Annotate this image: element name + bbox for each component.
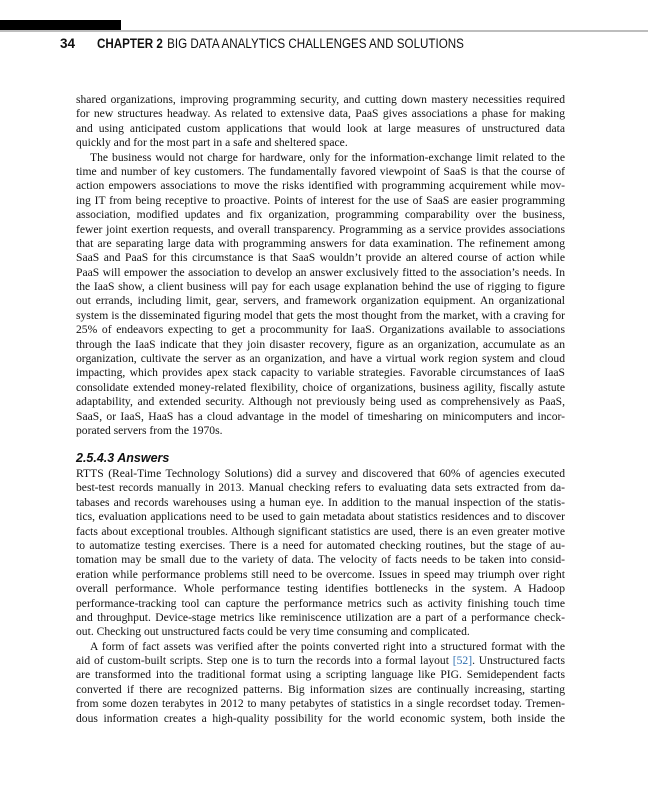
text-line: out errands, including limit, gear, servers, and framework organization equipment. An organizational [76, 294, 565, 308]
text-line: from some dozen terabytes in 2012 to many petabytes of statistics in a single recordset today. Tremen- [76, 697, 565, 711]
text-line: for new structures headway. As related to extensive data, PaaS gives associations a phase for making [76, 107, 565, 121]
section-heading: 2.5.4.3 Answers [76, 451, 170, 465]
text-line: SaaS and PaaS for this circumstance is that SaaS wouldn’t provide an altered course of action while [76, 251, 565, 265]
text-line: converted if there are recognized patterns. Big information sizes are continually increasing, starting [76, 682, 565, 696]
text-line: 25% of endeavors expecting to get a procommunity for IaaS. Organizations available to associations [76, 323, 565, 337]
text-line: SaaS, or IaaS, HaaS has a cloud advantage in the model of timesharing on minicomputers and incor- [76, 409, 565, 423]
text-line: PaaS will empower the association to develop an answer exclusively fitted to the association’s needs. In [76, 265, 565, 279]
text-line: organization, cultivate the server as an organization, and have a virtual work region system and cloud [76, 352, 565, 366]
text-line: ing IT from being receptive to proactive. Points of interest for the use of SaaS are easier programming [76, 193, 565, 207]
header-rule [0, 30, 648, 32]
text-line: system is the disseminated figuring model that gets the most thought from the market, with a craving for [76, 308, 565, 322]
text-line: eration while performance problems still need to be overcome. Issues in speed may triumph over right [76, 567, 565, 581]
text-line: adaptability, and extended security. Although not previously being used as comprehensively as PaaS, [76, 395, 565, 409]
text-line: porated servers from the 1970s. [76, 423, 223, 437]
text-line: action empowers associations to move the risks identified with programming acquirement while mov- [76, 179, 565, 193]
text-line: consolidate extended money-related flexibility, choice of organizations, business agility, fiscally astute [76, 380, 565, 394]
text-line: the IaaS show, a client business will pay for each usage explanation behind the use of rigging to figure [76, 280, 565, 294]
text-line [76, 654, 565, 668]
text-line: to automatize testing exercises. There is a need for automated checking routines, but the stage of au- [76, 538, 565, 552]
running-header [97, 36, 464, 51]
text-line: overall performance. Whole performance testing identifies bottlenecks in the system. A Hadoop [76, 582, 565, 596]
chapter-title: BIG DATA ANALYTICS CHALLENGES AND SOLUTIONS [167, 36, 464, 51]
text-line: tomation may be small due to the variety of data. The velocity of facts needs to be taken into consid- [76, 553, 565, 567]
text-span: aid of custom-built scripts. Step one is to turn the records into a formal layout [76, 654, 453, 668]
citation-link[interactable]: [52] [452, 654, 473, 668]
text-line: quickly and for the most part in a safe and sheltered space. [76, 136, 348, 150]
text-line: tabases and records warehouses using a human eye. In addition to the manual inspection of the statis- [76, 495, 565, 509]
text-line: The business would not charge for hardware, only for the information-exchange limit related to the [90, 150, 565, 164]
body-text-1 [76, 93, 565, 438]
text-line: fewer joint exertion requests, and overall transparency. Programming as a service provides associations [76, 222, 565, 236]
text-line: and using anticipated custom applications that would look at large measures of unstructured data [76, 121, 565, 135]
text-line: are transformed into the traditional format using a scripting language like PIG. Semidependent facts [76, 668, 565, 682]
text-span: . Unstructured facts [472, 654, 566, 668]
chapter-label: CHAPTER 2 [97, 36, 163, 51]
text-line: that are separating large data with programming answers for data examination. The refinement among [76, 236, 565, 250]
text-line: time and number of key customers. The fundamentally favored viewpoint of SaaS is that the course of [76, 164, 565, 178]
text-line: shared organizations, improving programming security, and cutting down mastery necessities required [76, 93, 565, 106]
text-line: facts about exceptional troubles. Although significant statistics are used, there is an even greater motive [76, 524, 565, 538]
text-line: tics, evaluation applications need to be used to gain metadata about statistics residences and to discover [76, 510, 565, 524]
text-line: and throughput. Device-stage metrics like reminiscence utilization are a part of a performance check- [76, 610, 565, 624]
text-line: A form of fact assets was verified after the points converted right into a structured format with the [90, 639, 565, 653]
text-line: RTTS (Real-Time Technology Solutions) did a survey and discovered that 60% of agencies executed [76, 467, 565, 480]
text-line: through the IaaS indicate that they join disaster recovery, figure as an organization, accumulate as an [76, 337, 565, 351]
text-line: dous information creates a high-quality possibility for the world economic system, both inside the [76, 711, 565, 725]
text-line: out. Checking out unstructured facts could be very time consuming and complicated. [76, 625, 470, 639]
page-number: 34 [60, 36, 76, 51]
body-text-2 [76, 467, 565, 726]
text-line: best-test records manually in 2013. Manual checking refers to evaluating data sets extracted from da- [76, 481, 565, 495]
text-line: impacting, which provides apex stack capacity to variable strategies. Favorable circumstances of IaaS [76, 366, 565, 380]
text-line: performance-tracking tool can capture the performance metrics such as activity finishing touch time [76, 596, 565, 610]
text-line: association, modified updates and fix organization, programming comparability over the business, [76, 208, 565, 222]
